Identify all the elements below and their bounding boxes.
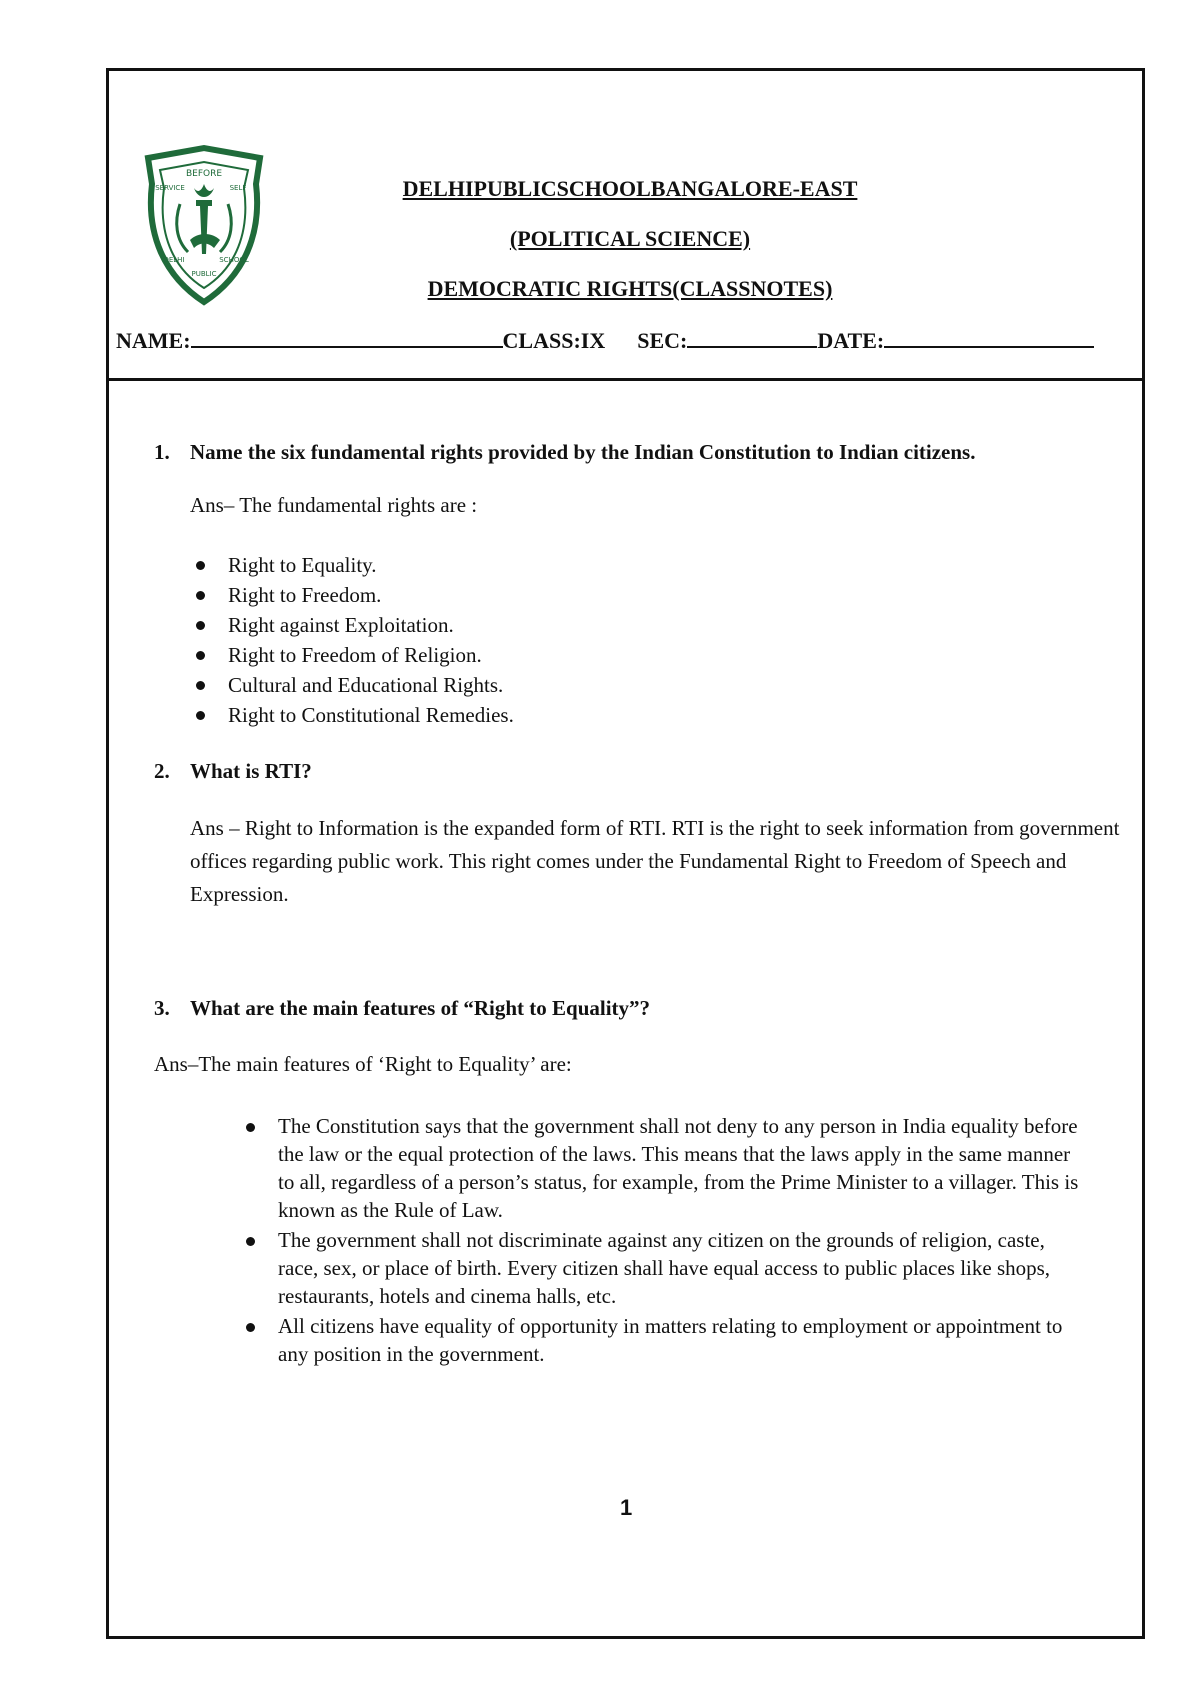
list-item: All citizens have equality of opportunity in matters relating to employment or appointment to any position in the government. <box>240 1312 1085 1368</box>
list-item: Cultural and Educational Rights. <box>190 670 1090 700</box>
question-3: 3. What are the main features of “Right to Equality”? <box>154 996 651 1020</box>
question-1-text: Name the six fundamental rights provided by the Indian Constitution to Indian citizens. <box>190 440 976 464</box>
question-2: 2. What is RTI? <box>154 759 312 783</box>
sec-label: SEC: <box>637 328 688 353</box>
school-crest-logo <box>140 144 268 306</box>
svg-text:PUBLIC: PUBLIC <box>191 270 217 278</box>
list-item: Right against Exploitation. <box>190 610 1090 640</box>
name-blank <box>191 326 503 348</box>
name-label: NAME: <box>116 328 191 353</box>
date-blank <box>884 326 1094 348</box>
date-label: DATE: <box>817 328 885 353</box>
list-item: Right to Equality. <box>190 550 1090 580</box>
answer-1-intro: Ans– The fundamental rights are : <box>190 493 478 517</box>
equality-features-list <box>240 1112 1085 1370</box>
list-item: The Constitution says that the government shall not deny to any person in India equality before the law or the equal protection of the laws. This means that the laws apply in the same manner to all, regardless of a person’s status, for example, from the Prime Minister to a villager. This is known as the Rule of Law. <box>240 1112 1085 1224</box>
answer-3-intro: Ans–The main features of ‘Right to Equality’ are: <box>154 1052 572 1076</box>
svg-text:DELHI: DELHI <box>163 256 185 264</box>
list-item: Right to Freedom. <box>190 580 1090 610</box>
header-divider <box>106 378 1145 381</box>
list-item: Right to Freedom of Religion. <box>190 640 1090 670</box>
school-name: DELHIPUBLICSCHOOLBANGALORE-EAST <box>402 176 858 201</box>
answer-2-text: Ans – Right to Information is the expanded form of RTI. RTI is the right to seek information from government offices regarding public work. This right comes under the Fundamental Right to Freedom of Speech and Expression. <box>190 816 1120 906</box>
student-info-row <box>116 326 1094 354</box>
page-number: 1 <box>620 1495 633 1520</box>
list-item: The government shall not discriminate against any citizen on the grounds of religion, caste, race, sex, or place of birth. Every citizen shall have equal access to public places like shops, restaurants, hotels and cinema halls, etc. <box>240 1226 1085 1310</box>
svg-text:BEFORE: BEFORE <box>185 169 223 179</box>
svg-text:SCHOOL: SCHOOL <box>219 256 249 264</box>
question-2-text: What is RTI? <box>190 759 312 783</box>
fundamental-rights-list <box>190 550 1090 730</box>
topic-title: DEMOCRATIC RIGHTS(CLASSNOTES) <box>427 276 833 301</box>
sec-blank <box>687 326 817 348</box>
class-label: CLASS:IX <box>502 328 606 353</box>
svg-text:SERVICE: SERVICE <box>155 184 185 192</box>
subject-title: (POLITICAL SCIENCE) <box>509 226 751 251</box>
list-item: Right to Constitutional Remedies. <box>190 700 1090 730</box>
question-3-text: What are the main features of “Right to Equality”? <box>190 996 651 1020</box>
question-1: 1. Name the six fundamental rights provided by the Indian Constitution to Indian citizens. <box>154 440 976 464</box>
svg-text:SELF: SELF <box>229 184 247 192</box>
